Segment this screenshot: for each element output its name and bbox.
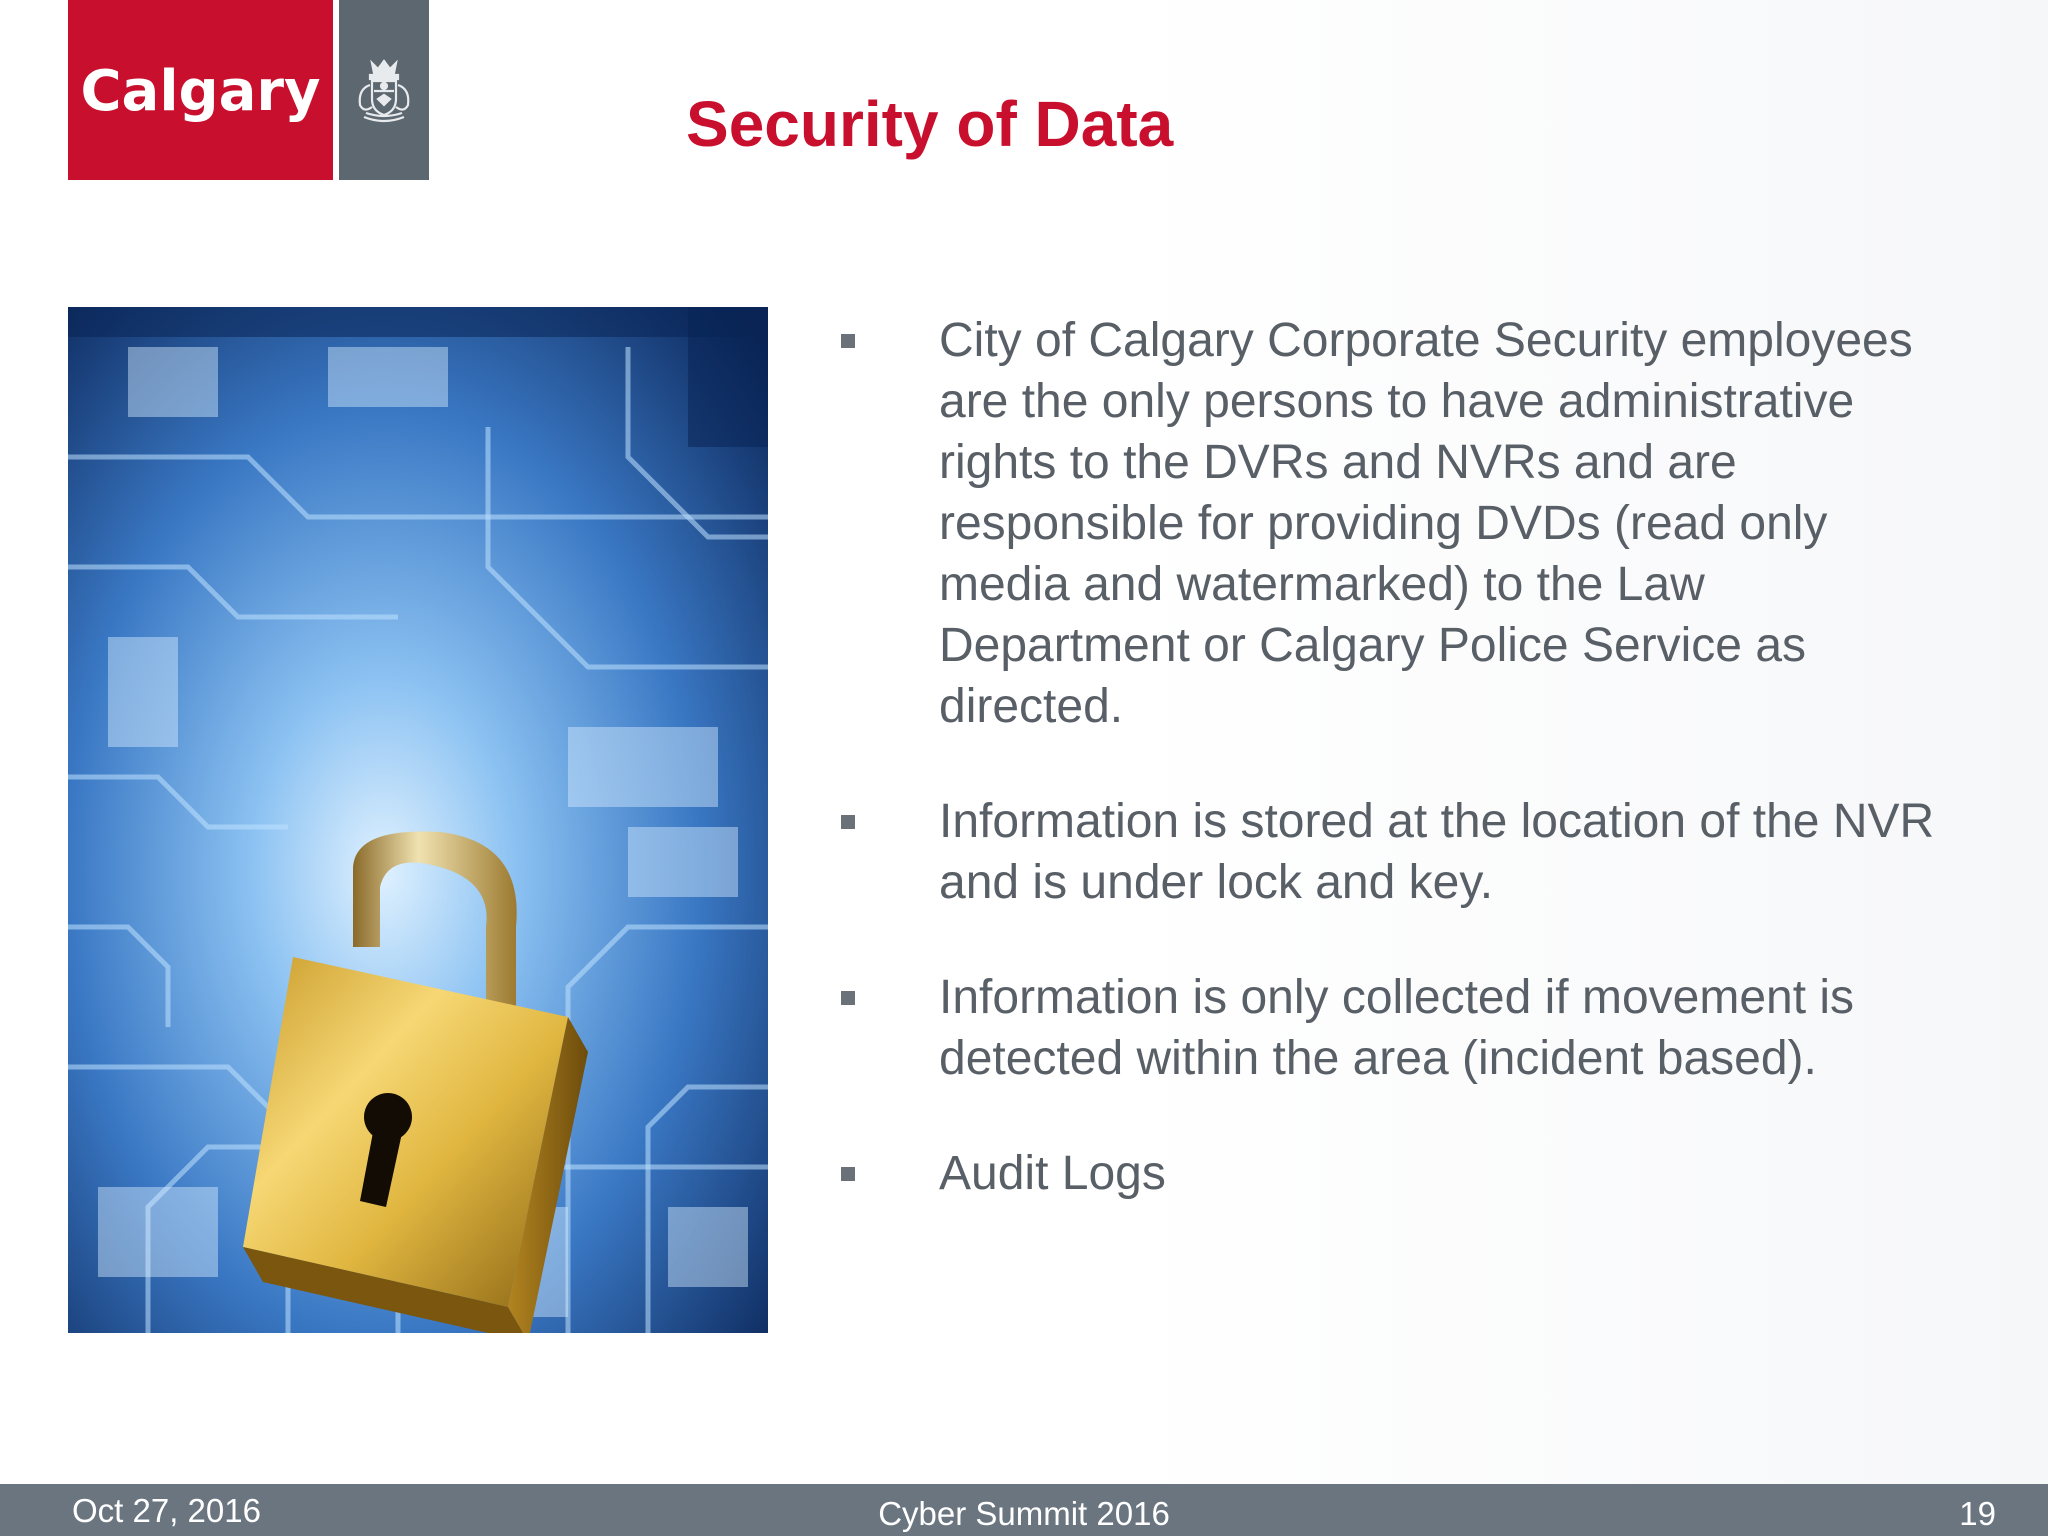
square-bullet-icon bbox=[841, 334, 855, 348]
bullet-item bbox=[836, 791, 1966, 913]
bullet-item bbox=[836, 310, 1966, 737]
bullet-text: Information is stored at the location of the NVR and is under lock and key. bbox=[939, 795, 1935, 909]
logo-red-panel bbox=[68, 0, 333, 180]
slide-footer bbox=[0, 1484, 2048, 1536]
slide-title: Security of Data bbox=[686, 88, 1174, 160]
footer-date: Oct 27, 2016 bbox=[72, 1492, 261, 1529]
square-bullet-icon bbox=[841, 815, 855, 829]
bullet-list bbox=[836, 310, 1966, 1258]
logo-wordmark: Calgary bbox=[80, 58, 321, 124]
bullet-text: City of Calgary Corporate Security employees are the only persons to have administrative rights to the DVRs and NVRs and are responsible for providing DVDs (read only media and watermarked) to the Law Department or Calgary Police Service as directed. bbox=[939, 314, 1913, 733]
square-bullet-icon bbox=[841, 991, 855, 1005]
calgary-logo bbox=[68, 0, 429, 180]
logo-crest-panel bbox=[339, 0, 429, 180]
bullet-item bbox=[836, 967, 1966, 1089]
bullet-text: Audit Logs bbox=[939, 1147, 1166, 1200]
coat-of-arms-icon bbox=[352, 55, 416, 125]
padlock-circuit-board-image bbox=[68, 307, 768, 1333]
page-number: 19 bbox=[1959, 1495, 1996, 1532]
square-bullet-icon bbox=[841, 1167, 855, 1181]
footer-event-name: Cyber Summit 2016 bbox=[878, 1495, 1170, 1532]
bullet-item bbox=[836, 1143, 1966, 1204]
bullet-text: Information is only collected if movement is detected within the area (incident based). bbox=[939, 971, 1855, 1085]
